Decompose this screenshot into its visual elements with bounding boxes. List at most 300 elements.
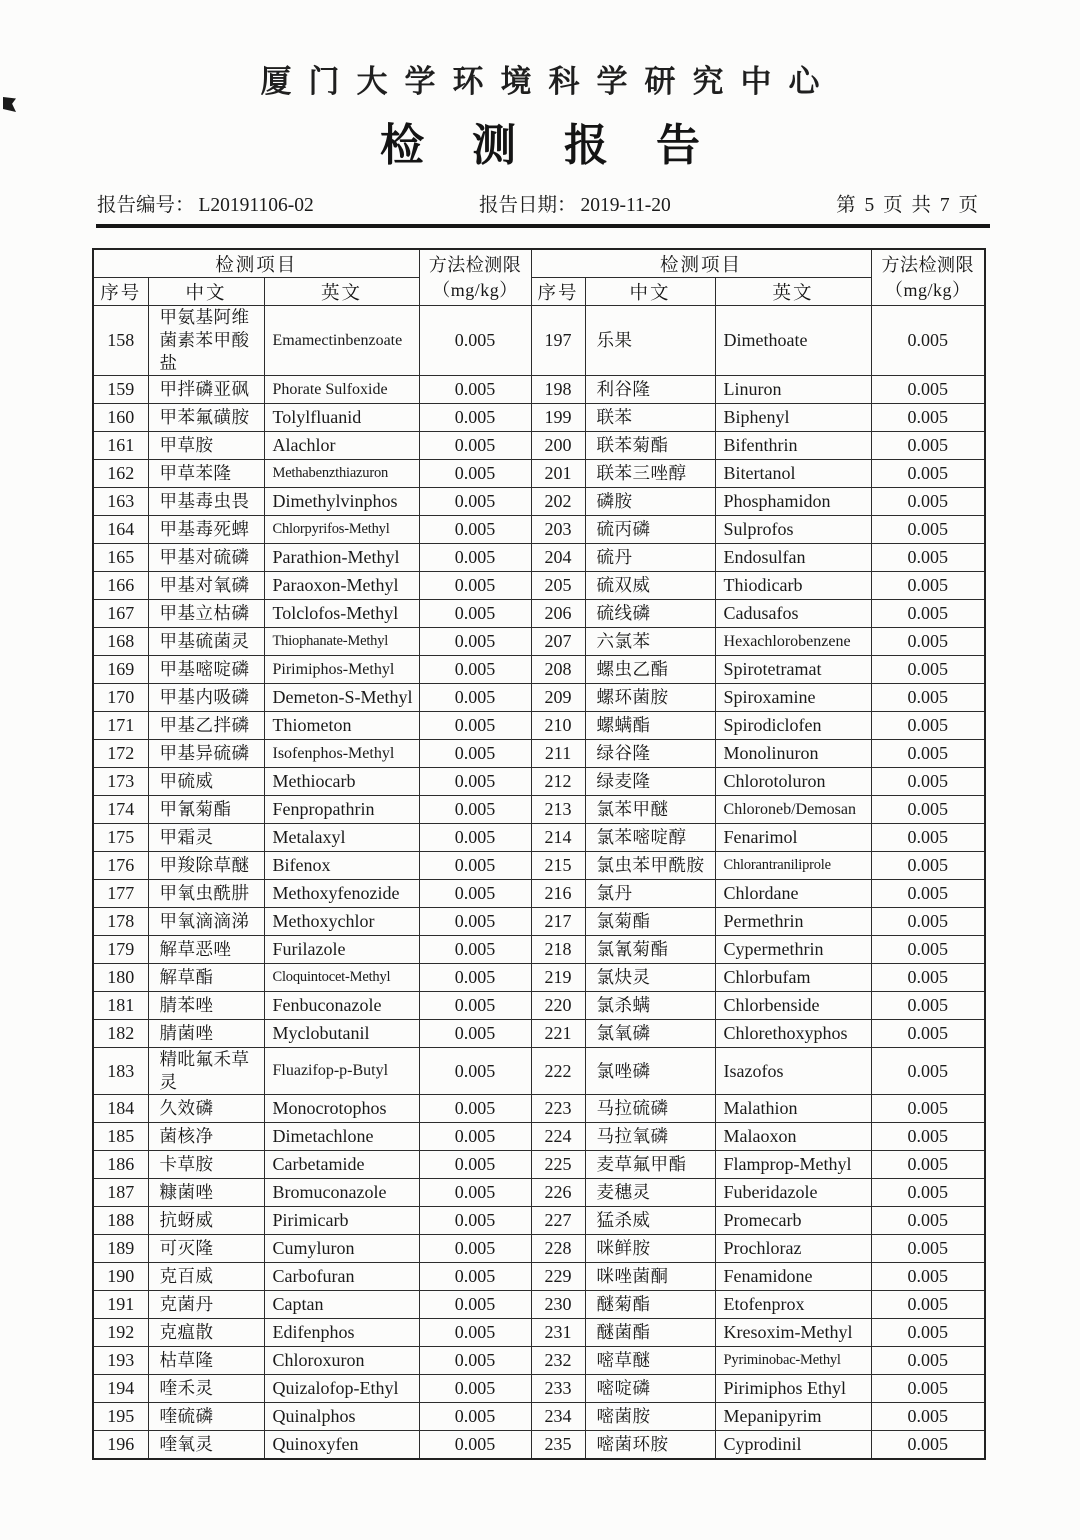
left-chinese-name-cell: 喹硫磷	[148, 1403, 264, 1431]
right-chinese-name-cell: 咪鲜胺	[585, 1235, 715, 1263]
left-english-name-cell: Bromuconazole	[264, 1179, 419, 1207]
right-seq-cell: 219	[531, 964, 585, 992]
left-detection-limit-cell: 0.005	[419, 404, 531, 432]
left-chinese-name-cell: 可灭隆	[148, 1235, 264, 1263]
right-chinese-name-cell: 硫丹	[585, 544, 715, 572]
left-detection-limit-cell: 0.005	[419, 1403, 531, 1431]
right-chinese-name-cell: 氯氧磷	[585, 1020, 715, 1048]
left-chinese-name-cell: 解草恶唑	[148, 936, 264, 964]
left-seq-cell: 173	[93, 768, 148, 796]
left-english-name-cell: Cumyluron	[264, 1235, 419, 1263]
right-english-name-cell: Fuberidazole	[715, 1179, 871, 1207]
left-english-name-cell: Demeton-S-Methyl	[264, 684, 419, 712]
left-detection-limit-cell: 0.005	[419, 460, 531, 488]
right-detection-limit-cell: 0.005	[871, 1291, 985, 1319]
right-seq-cell: 199	[531, 404, 585, 432]
left-chinese-name-cell: 菌核净	[148, 1123, 264, 1151]
left-detection-limit-cell: 0.005	[419, 600, 531, 628]
header-divider-rule	[96, 224, 990, 228]
right-seq-cell: 202	[531, 488, 585, 516]
right-detection-limit-cell: 0.005	[871, 1123, 985, 1151]
left-english-name-cell: Tolclofos-Methyl	[264, 600, 419, 628]
right-seq-cell: 213	[531, 796, 585, 824]
left-chinese-header: 中文	[148, 278, 264, 306]
left-english-name-cell: Carbofuran	[264, 1263, 419, 1291]
right-chinese-name-cell: 猛杀威	[585, 1207, 715, 1235]
table-row	[93, 1179, 985, 1207]
left-chinese-name-cell: 甲基毒死蜱	[148, 516, 264, 544]
left-seq-cell: 194	[93, 1375, 148, 1403]
right-detection-limit-cell: 0.005	[871, 1020, 985, 1048]
right-seq-cell: 225	[531, 1151, 585, 1179]
right-seq-cell: 220	[531, 992, 585, 1020]
left-english-name-cell: Fluazifop-p-Butyl	[264, 1048, 419, 1095]
table-row	[93, 1347, 985, 1375]
left-detection-limit-cell: 0.005	[419, 824, 531, 852]
right-chinese-header: 中文	[585, 278, 715, 306]
left-detection-limit-cell: 0.005	[419, 1123, 531, 1151]
table-row	[93, 306, 985, 376]
left-english-name-cell: Paraoxon-Methyl	[264, 572, 419, 600]
right-english-name-cell: Etofenprox	[715, 1291, 871, 1319]
right-detection-limit-cell: 0.005	[871, 880, 985, 908]
left-english-name-cell: Methoxychlor	[264, 908, 419, 936]
right-chinese-name-cell: 氯虫苯甲酰胺	[585, 852, 715, 880]
table-row	[93, 1207, 985, 1235]
right-chinese-name-cell: 六氯苯	[585, 628, 715, 656]
left-english-name-cell: Fenpropathrin	[264, 796, 419, 824]
table-row	[93, 740, 985, 768]
table-header-row-group	[93, 249, 985, 278]
right-detection-limit-cell: 0.005	[871, 796, 985, 824]
left-english-name-cell: Metalaxyl	[264, 824, 419, 852]
right-english-name-cell: Chlorbufam	[715, 964, 871, 992]
left-seq-cell: 163	[93, 488, 148, 516]
left-chinese-name-cell: 甲基乙拌磷	[148, 712, 264, 740]
right-chinese-name-cell: 氯炔灵	[585, 964, 715, 992]
right-detection-limit-cell: 0.005	[871, 824, 985, 852]
left-english-name-cell: Methiocarb	[264, 768, 419, 796]
table-row	[93, 712, 985, 740]
left-detection-limit-cell: 0.005	[419, 880, 531, 908]
right-detection-limit-cell: 0.005	[871, 1179, 985, 1207]
right-detection-limit-cell: 0.005	[871, 544, 985, 572]
left-seq-cell: 164	[93, 516, 148, 544]
left-chinese-name-cell: 解草酯	[148, 964, 264, 992]
right-detection-limit-cell: 0.005	[871, 1375, 985, 1403]
table-row	[93, 432, 985, 460]
left-seq-cell: 170	[93, 684, 148, 712]
left-chinese-name-cell: 精吡氟禾草灵	[148, 1048, 264, 1095]
right-english-name-cell: Bifenthrin	[715, 432, 871, 460]
right-chinese-name-cell: 嘧菌胺	[585, 1403, 715, 1431]
table-row	[93, 516, 985, 544]
right-chinese-name-cell: 氯丹	[585, 880, 715, 908]
right-english-name-cell: Permethrin	[715, 908, 871, 936]
table-row	[93, 1319, 985, 1347]
right-seq-cell: 198	[531, 376, 585, 404]
table-row	[93, 600, 985, 628]
right-detection-limit-cell: 0.005	[871, 1151, 985, 1179]
right-seq-cell: 203	[531, 516, 585, 544]
right-english-name-cell: Fenarimol	[715, 824, 871, 852]
right-english-name-cell: Cadusafos	[715, 600, 871, 628]
left-detection-limit-cell: 0.005	[419, 1347, 531, 1375]
left-chinese-name-cell: 甲霜灵	[148, 824, 264, 852]
left-detection-limit-cell: 0.005	[419, 1207, 531, 1235]
left-seq-cell: 188	[93, 1207, 148, 1235]
table-row	[93, 1375, 985, 1403]
left-seq-cell: 186	[93, 1151, 148, 1179]
table-row	[93, 1263, 985, 1291]
right-seq-cell: 228	[531, 1235, 585, 1263]
table-row	[93, 908, 985, 936]
scanned-report-page	[0, 56, 1080, 1540]
left-english-name-cell: Captan	[264, 1291, 419, 1319]
left-seq-header: 序号	[93, 278, 148, 306]
right-detection-limit-cell: 0.005	[871, 768, 985, 796]
right-chinese-name-cell: 螺环菌胺	[585, 684, 715, 712]
left-detection-limit-cell: 0.005	[419, 656, 531, 684]
table-header-row-columns	[93, 278, 985, 306]
right-detection-limit-cell: 0.005	[871, 936, 985, 964]
left-seq-cell: 180	[93, 964, 148, 992]
left-english-name-cell: Fenbuconazole	[264, 992, 419, 1020]
table-row	[93, 1403, 985, 1431]
right-detection-limit-cell: 0.005	[871, 964, 985, 992]
table-row	[93, 404, 985, 432]
left-chinese-name-cell: 喹氧灵	[148, 1431, 264, 1460]
left-seq-cell: 166	[93, 572, 148, 600]
right-chinese-name-cell: 氯杀螨	[585, 992, 715, 1020]
right-english-name-cell: Prochloraz	[715, 1235, 871, 1263]
left-chinese-name-cell: 甲基毒虫畏	[148, 488, 264, 516]
left-seq-cell: 185	[93, 1123, 148, 1151]
right-seq-cell: 222	[531, 1048, 585, 1095]
right-seq-cell: 226	[531, 1179, 585, 1207]
table-header	[93, 249, 985, 306]
right-seq-cell: 201	[531, 460, 585, 488]
right-detection-limit-cell: 0.005	[871, 908, 985, 936]
left-detection-limit-cell: 0.005	[419, 712, 531, 740]
table-row	[93, 628, 985, 656]
table-row	[93, 852, 985, 880]
right-seq-cell: 207	[531, 628, 585, 656]
right-seq-cell: 223	[531, 1095, 585, 1123]
left-seq-cell: 182	[93, 1020, 148, 1048]
left-chinese-name-cell: 甲羧除草醚	[148, 852, 264, 880]
right-chinese-name-cell: 嘧菌环胺	[585, 1431, 715, 1460]
left-english-name-cell: Thiophanate-Methyl	[264, 628, 419, 656]
report-number-value: L20191106-02	[198, 195, 314, 216]
right-english-name-cell: Spiroxamine	[715, 684, 871, 712]
right-chinese-name-cell: 麦草氟甲酯	[585, 1151, 715, 1179]
right-chinese-name-cell: 螺虫乙酯	[585, 656, 715, 684]
left-group-header: 检测项目	[93, 249, 419, 278]
left-english-name-cell: Alachlor	[264, 432, 419, 460]
right-seq-cell: 206	[531, 600, 585, 628]
right-detection-limit-cell: 0.005	[871, 1235, 985, 1263]
left-english-name-cell: Parathion-Methyl	[264, 544, 419, 572]
right-seq-cell: 221	[531, 1020, 585, 1048]
left-detection-limit-cell: 0.005	[419, 1431, 531, 1460]
left-chinese-name-cell: 甲草胺	[148, 432, 264, 460]
table-row	[93, 1020, 985, 1048]
left-chinese-name-cell: 抗蚜威	[148, 1207, 264, 1235]
left-limit-header-line1: 方法检测限	[428, 255, 522, 276]
right-chinese-name-cell: 氯苯嘧啶醇	[585, 824, 715, 852]
left-english-name-cell: Chloroxuron	[264, 1347, 419, 1375]
right-detection-limit-cell: 0.005	[871, 488, 985, 516]
right-detection-limit-cell: 0.005	[871, 460, 985, 488]
left-detection-limit-cell: 0.005	[419, 306, 531, 376]
left-chinese-name-cell: 喹禾灵	[148, 1375, 264, 1403]
right-english-name-cell: Promecarb	[715, 1207, 871, 1235]
report-title: 检测报告	[380, 121, 748, 170]
left-chinese-name-cell: 甲氨基阿维菌素苯甲酸盐	[148, 306, 264, 376]
right-chinese-name-cell: 嘧草醚	[585, 1347, 715, 1375]
left-detection-limit-cell: 0.005	[419, 936, 531, 964]
left-seq-cell: 190	[93, 1263, 148, 1291]
right-english-name-cell: Dimethoate	[715, 306, 871, 376]
right-english-name-cell: Chlorbenside	[715, 992, 871, 1020]
right-detection-limit-cell: 0.005	[871, 852, 985, 880]
left-seq-cell: 171	[93, 712, 148, 740]
right-english-header: 英文	[715, 278, 871, 306]
left-detection-limit-cell: 0.005	[419, 768, 531, 796]
right-english-name-cell: Flamprop-Methyl	[715, 1151, 871, 1179]
left-chinese-name-cell: 甲基内吸磷	[148, 684, 264, 712]
left-seq-cell: 181	[93, 992, 148, 1020]
right-chinese-name-cell: 氯苯甲醚	[585, 796, 715, 824]
right-english-name-cell: Kresoxim-Methyl	[715, 1319, 871, 1347]
left-detection-limit-cell: 0.005	[419, 1151, 531, 1179]
left-detection-limit-cell: 0.005	[419, 964, 531, 992]
left-english-name-cell: Thiometon	[264, 712, 419, 740]
right-english-name-cell: Thiodicarb	[715, 572, 871, 600]
right-detection-limit-cell: 0.005	[871, 1048, 985, 1095]
left-detection-limit-cell: 0.005	[419, 1095, 531, 1123]
right-seq-cell: 233	[531, 1375, 585, 1403]
right-seq-cell: 230	[531, 1291, 585, 1319]
right-detection-limit-cell: 0.005	[871, 684, 985, 712]
right-english-name-cell: Pirimiphos Ethyl	[715, 1375, 871, 1403]
detection-limits-table	[92, 248, 986, 1460]
left-detection-limit-cell: 0.005	[419, 1235, 531, 1263]
left-seq-cell: 168	[93, 628, 148, 656]
left-seq-cell: 195	[93, 1403, 148, 1431]
right-group-header: 检测项目	[531, 249, 871, 278]
right-english-name-cell: Isazofos	[715, 1048, 871, 1095]
left-english-name-cell: Isofenphos-Methyl	[264, 740, 419, 768]
table-row	[93, 964, 985, 992]
right-chinese-name-cell: 马拉氧磷	[585, 1123, 715, 1151]
left-seq-cell: 187	[93, 1179, 148, 1207]
left-detection-limit-cell: 0.005	[419, 796, 531, 824]
left-detection-limit-cell: 0.005	[419, 852, 531, 880]
left-english-name-cell: Methoxyfenozide	[264, 880, 419, 908]
left-seq-cell: 189	[93, 1235, 148, 1263]
left-chinese-name-cell: 腈菌唑	[148, 1020, 264, 1048]
left-seq-cell: 178	[93, 908, 148, 936]
left-seq-cell: 162	[93, 460, 148, 488]
left-english-name-cell: Myclobutanil	[264, 1020, 419, 1048]
left-chinese-name-cell: 甲氰菊酯	[148, 796, 264, 824]
left-seq-cell: 192	[93, 1319, 148, 1347]
left-chinese-name-cell: 甲基硫菌灵	[148, 628, 264, 656]
right-english-name-cell: Chloroneb/Demosan	[715, 796, 871, 824]
right-chinese-name-cell: 马拉硫磷	[585, 1095, 715, 1123]
table-body	[93, 306, 985, 1460]
right-detection-limit-cell: 0.005	[871, 740, 985, 768]
right-seq-cell: 212	[531, 768, 585, 796]
right-chinese-name-cell: 联苯菊酯	[585, 432, 715, 460]
right-limit-header-line1: 方法检测限	[881, 255, 975, 276]
right-chinese-name-cell: 乐果	[585, 306, 715, 376]
left-seq-cell: 183	[93, 1048, 148, 1095]
right-seq-cell: 208	[531, 656, 585, 684]
left-seq-cell: 165	[93, 544, 148, 572]
right-detection-limit-cell: 0.005	[871, 992, 985, 1020]
left-chinese-name-cell: 甲基异硫磷	[148, 740, 264, 768]
right-detection-limit-cell: 0.005	[871, 1431, 985, 1460]
right-english-name-cell: Chlorethoxyphos	[715, 1020, 871, 1048]
right-chinese-name-cell: 硫线磷	[585, 600, 715, 628]
left-seq-cell: 176	[93, 852, 148, 880]
right-detection-limit-cell: 0.005	[871, 572, 985, 600]
left-english-name-cell: Cloquintocet-Methyl	[264, 964, 419, 992]
right-seq-header: 序号	[531, 278, 585, 306]
table-row	[93, 1431, 985, 1460]
left-chinese-name-cell: 甲基嘧啶磷	[148, 656, 264, 684]
left-chinese-name-cell: 甲基对硫磷	[148, 544, 264, 572]
left-chinese-name-cell: 克百威	[148, 1263, 264, 1291]
report-date-value: 2019-11-20	[580, 195, 671, 216]
left-seq-cell: 174	[93, 796, 148, 824]
right-seq-cell: 232	[531, 1347, 585, 1375]
organization-name: 厦门大学环境科学研究中心	[260, 64, 837, 99]
left-english-name-cell: Monocrotophos	[264, 1095, 419, 1123]
page-indicator: 第 5 页 共 7 页	[836, 195, 980, 216]
left-detection-limit-cell: 0.005	[419, 1020, 531, 1048]
left-chinese-name-cell: 甲基对氧磷	[148, 572, 264, 600]
right-chinese-name-cell: 联苯三唑醇	[585, 460, 715, 488]
left-seq-cell: 191	[93, 1291, 148, 1319]
left-detection-limit-cell: 0.005	[419, 1263, 531, 1291]
right-english-name-cell: Monolinuron	[715, 740, 871, 768]
right-seq-cell: 209	[531, 684, 585, 712]
table-row	[93, 376, 985, 404]
right-english-name-cell: Chlorotoluron	[715, 768, 871, 796]
left-english-name-cell: Edifenphos	[264, 1319, 419, 1347]
right-chinese-name-cell: 麦穗灵	[585, 1179, 715, 1207]
right-seq-cell: 234	[531, 1403, 585, 1431]
left-seq-cell: 175	[93, 824, 148, 852]
right-chinese-name-cell: 硫丙磷	[585, 516, 715, 544]
right-seq-cell: 231	[531, 1319, 585, 1347]
left-english-name-cell: Dimethylvinphos	[264, 488, 419, 516]
right-seq-cell: 227	[531, 1207, 585, 1235]
left-chinese-name-cell: 甲氧虫酰肼	[148, 880, 264, 908]
left-english-name-cell: Tolylfluanid	[264, 404, 419, 432]
left-seq-cell: 196	[93, 1431, 148, 1460]
right-chinese-name-cell: 磷胺	[585, 488, 715, 516]
right-english-name-cell: Cypermethrin	[715, 936, 871, 964]
left-english-name-cell: Quinalphos	[264, 1403, 419, 1431]
right-chinese-name-cell: 醚菌酯	[585, 1319, 715, 1347]
left-english-name-cell: Quizalofop-Ethyl	[264, 1375, 419, 1403]
right-detection-limit-cell: 0.005	[871, 376, 985, 404]
right-english-name-cell: Hexachlorobenzene	[715, 628, 871, 656]
table-row	[93, 1095, 985, 1123]
table-row	[93, 992, 985, 1020]
left-english-header: 英文	[264, 278, 419, 306]
right-english-name-cell: Malaoxon	[715, 1123, 871, 1151]
left-detection-limit-cell: 0.005	[419, 992, 531, 1020]
left-seq-cell: 161	[93, 432, 148, 460]
right-english-name-cell: Spirodiclofen	[715, 712, 871, 740]
left-detection-limit-cell: 0.005	[419, 1291, 531, 1319]
left-seq-cell: 159	[93, 376, 148, 404]
right-seq-cell: 211	[531, 740, 585, 768]
left-chinese-name-cell: 甲苯氟磺胺	[148, 404, 264, 432]
left-english-name-cell: Pirimiphos-Methyl	[264, 656, 419, 684]
left-detection-limit-cell: 0.005	[419, 544, 531, 572]
right-detection-limit-cell: 0.005	[871, 1347, 985, 1375]
right-detection-limit-cell: 0.005	[871, 404, 985, 432]
right-english-name-cell: Cyprodinil	[715, 1431, 871, 1460]
right-chinese-name-cell: 硫双威	[585, 572, 715, 600]
right-chinese-name-cell: 嘧啶磷	[585, 1375, 715, 1403]
right-chinese-name-cell: 醚菊酯	[585, 1291, 715, 1319]
table-row	[93, 768, 985, 796]
left-detection-limit-cell: 0.005	[419, 1375, 531, 1403]
right-seq-cell: 218	[531, 936, 585, 964]
right-detection-limit-cell: 0.005	[871, 656, 985, 684]
table-row	[93, 1235, 985, 1263]
report-number	[97, 189, 314, 217]
left-chinese-name-cell: 腈苯唑	[148, 992, 264, 1020]
right-chinese-name-cell: 联苯	[585, 404, 715, 432]
right-english-name-cell: Phosphamidon	[715, 488, 871, 516]
left-seq-cell: 184	[93, 1095, 148, 1123]
left-detection-limit-cell: 0.005	[419, 376, 531, 404]
left-chinese-name-cell: 克瘟散	[148, 1319, 264, 1347]
left-seq-cell: 193	[93, 1347, 148, 1375]
right-english-name-cell: Sulprofos	[715, 516, 871, 544]
left-detection-limit-cell: 0.005	[419, 684, 531, 712]
right-seq-cell: 214	[531, 824, 585, 852]
right-chinese-name-cell: 氯氰菊酯	[585, 936, 715, 964]
table-row	[93, 1151, 985, 1179]
table-row	[93, 1048, 985, 1095]
table-row	[93, 796, 985, 824]
left-english-name-cell: Quinoxyfen	[264, 1431, 419, 1460]
left-detection-limit-cell: 0.005	[419, 572, 531, 600]
report-number-label: 报告编号：	[97, 195, 195, 216]
left-detection-limit-cell: 0.005	[419, 740, 531, 768]
left-detection-limit-cell: 0.005	[419, 1179, 531, 1207]
right-english-name-cell: Spirotetramat	[715, 656, 871, 684]
table-row	[93, 880, 985, 908]
table-row	[93, 572, 985, 600]
right-detection-limit-cell: 0.005	[871, 600, 985, 628]
right-detection-limit-cell: 0.005	[871, 712, 985, 740]
left-chinese-name-cell: 枯草隆	[148, 1347, 264, 1375]
right-detection-limit-cell: 0.005	[871, 1095, 985, 1123]
right-seq-cell: 235	[531, 1431, 585, 1460]
left-detection-limit-cell: 0.005	[419, 488, 531, 516]
